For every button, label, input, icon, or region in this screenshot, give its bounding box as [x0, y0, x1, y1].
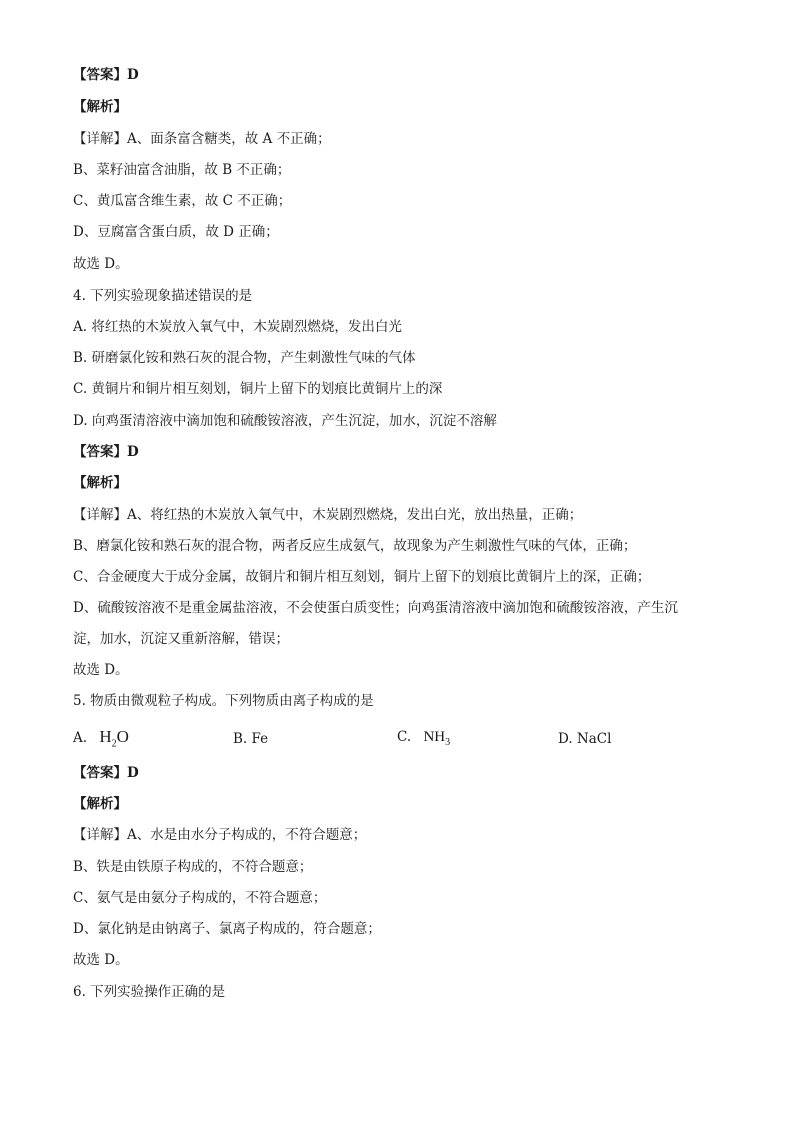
detail-line: C、合金硬度大于成分金属，故铜片和铜片相互刻划，铜片上留下的划痕比黄铜片上的深，正确； — [73, 569, 651, 585]
answer-label: 【答案】D — [73, 765, 139, 781]
detail-line: B、磨氯化铵和熟石灰的混合物，两者反应生成氨气，故现象为产生刺激性气味的气体，正确； — [73, 538, 637, 554]
conclusion-line: 故选 D。 — [73, 952, 129, 968]
detail-line: B、铁是由铁原子构成的，不符合题意； — [73, 859, 313, 875]
answer-label: 【答案】D — [73, 444, 139, 460]
question-5-stem: 5. 物质由微观粒子构成。下列物质由离子构成的是 — [73, 693, 374, 709]
question-4-stem: 4. 下列实验现象描述错误的是 — [73, 288, 253, 304]
formula-nh3: $NH_3$ — [423, 729, 451, 748]
option-label: A. — [73, 730, 88, 746]
detail-line: 【详解】A、面条富含糖类，故 A 不正确； — [73, 131, 331, 147]
option-label: C. — [397, 729, 412, 745]
detail-line: C、黄瓜富含维生素，故 C 不正确； — [73, 193, 292, 209]
question-4-option-b: B. 研磨氯化铵和熟石灰的混合物，产生刺激性气味的气体 — [73, 350, 416, 366]
question-5-option-c — [397, 728, 450, 752]
question-4-option-d: D. 向鸡蛋清溶液中滴加饱和硫酸铵溶液，产生沉淀，加水，沉淀不溶解 — [73, 413, 497, 429]
formula-h2o: $H_2O$ — [99, 727, 129, 750]
conclusion-line: 故选 D。 — [73, 662, 129, 678]
detail-line: B、菜籽油富含油脂，故 B 不正确； — [73, 162, 291, 178]
question-4-option-c: C. 黄铜片和铜片相互刻划，铜片上留下的划痕比黄铜片上的深 — [73, 381, 443, 397]
question-6-stem: 6. 下列实验操作正确的是 — [73, 984, 226, 1000]
question-4-option-a: A. 将红热的木炭放入氧气中，木炭剧烈燃烧，发出白光 — [73, 319, 402, 335]
detail-line: D、氯化钠是由钠离子、氯离子构成的，符合题意； — [73, 921, 381, 937]
conclusion-line: 故选 D。 — [73, 256, 129, 272]
detail-line: 【详解】A、水是由水分子构成的，不符合题意； — [73, 827, 367, 843]
question-5-option-b: B. Fe — [233, 731, 269, 747]
analysis-label: 【解析】 — [73, 99, 127, 115]
analysis-label: 【解析】 — [73, 475, 127, 491]
detail-line: C、氨气是由氨分子构成的，不符合题意； — [73, 890, 327, 906]
question-5-option-a — [73, 728, 129, 753]
question-5-option-d: D. NaCl — [558, 731, 612, 747]
answer-label: 【答案】D — [73, 67, 139, 83]
detail-line: 淀，加水，沉淀又重新溶解，错误； — [73, 631, 289, 647]
detail-line: 【详解】A、将红热的木炭放入氧气中，木炭剧烈燃烧，发出白光，放出热量，正确； — [73, 507, 583, 523]
detail-line: D、豆腐富含蛋白质，故 D 正确； — [73, 224, 279, 240]
analysis-label: 【解析】 — [73, 796, 127, 812]
detail-line: D、硫酸铵溶液不是重金属盐溶液，不会使蛋白质变性；向鸡蛋清溶液中滴加饱和硫酸铵溶液，产生沉 — [73, 600, 678, 616]
